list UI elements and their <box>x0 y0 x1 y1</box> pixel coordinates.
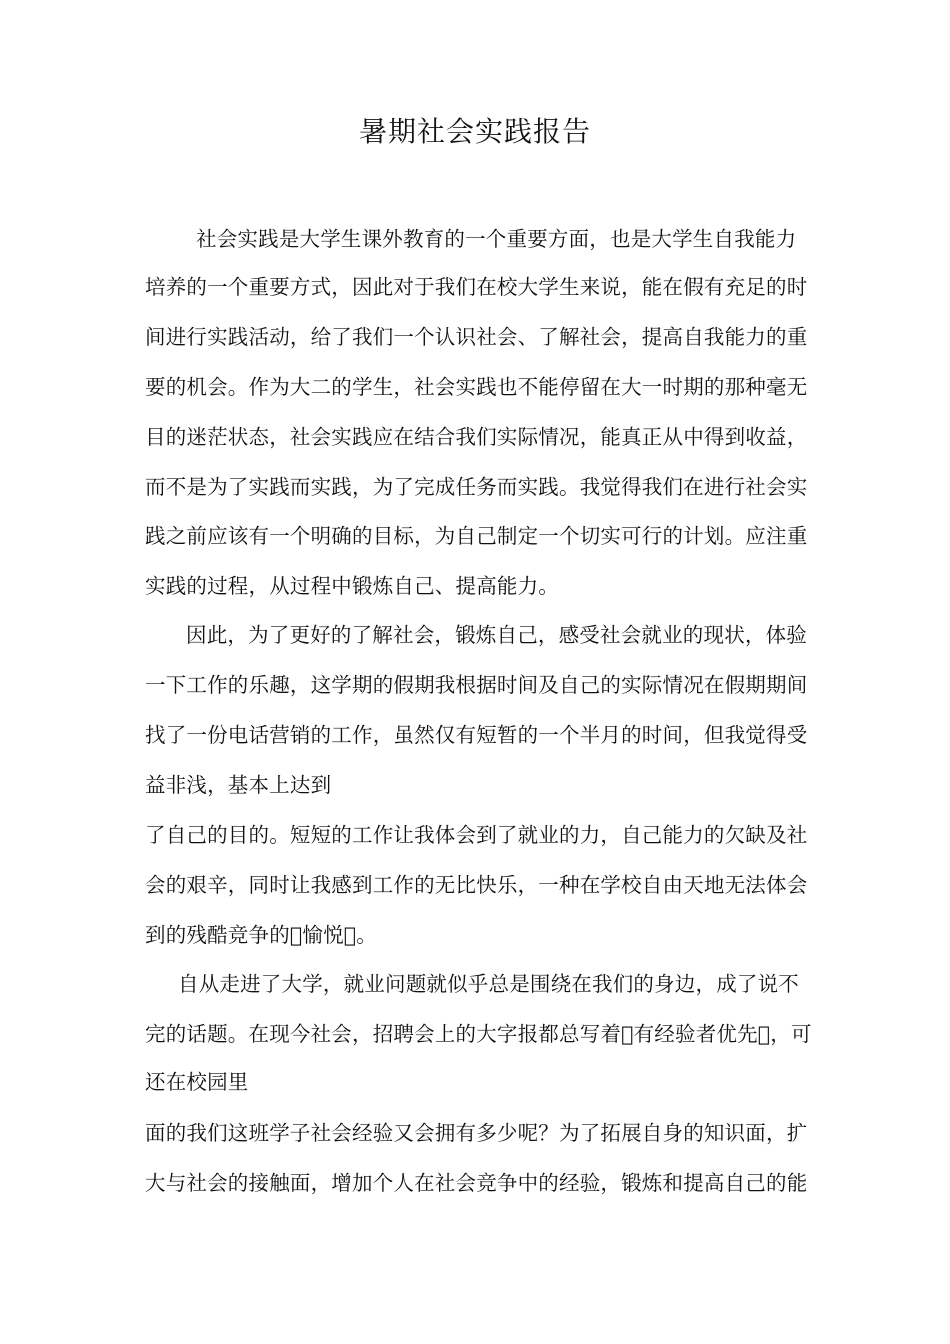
paragraph-line: 益非浅，基本上达到 <box>145 773 332 797</box>
paragraph-line: 大与社会的接触面，增加个人在社会竞争中的经验，锻炼和提高自己的能 <box>145 1171 808 1195</box>
paragraph-line: 实践的过程，从过程中锻炼自己、提高能力。 <box>145 574 559 598</box>
paragraph-line: 目的迷茫状态，社会实践应在结合我们实际情况，能真正从中得到收益， <box>145 425 808 449</box>
paragraph-line: 间进行实践活动，给了我们一个认识社会、了解社会，提高自我能力的重 <box>145 325 808 349</box>
paragraph-line: 面的我们这班学子社会经验又会拥有多少呢？为了拓展自身的知识面，扩 <box>145 1121 808 1145</box>
paragraph-line: 践之前应该有一个明确的目标，为自己制定一个切实可行的计划。应注重 <box>145 524 808 548</box>
document-title: 暑期社会实践报告 <box>358 115 591 148</box>
paragraph-line: 一下工作的乐趣，这学期的假期我根据时间及自己的实际情况在假期期间 <box>145 673 808 697</box>
paragraph-line: 会的艰辛，同时让我感到工作的无比快乐，一种在学校自由天地无法体会 <box>145 873 808 897</box>
paragraph-line: 而不是为了实践而实践，为了完成任务而实践。我觉得我们在进行社会实 <box>145 475 808 499</box>
paragraph-line: 到的残酷竞争的 愉悦 。 <box>145 923 378 947</box>
paragraph-line: 因此，为了更好的了解社会，锻炼自己，感受社会就业的现状，体验 <box>186 623 807 647</box>
paragraph-line: 要的机会。作为大二的学生，社会实践也不能停留在大一时期的那种毫无 <box>145 375 808 399</box>
paragraph-line: 找了一份电话营销的工作，虽然仅有短暂的一个半月的时间，但我觉得受 <box>145 723 808 747</box>
paragraph-line: 自从走进了大学，就业问题就似乎总是围绕在我们的身边，成了说不 <box>178 972 799 996</box>
paragraph-line: 完的话题。在现今社会，招聘会上的大字报都总写着 有经验者优先 ，可 <box>145 1022 812 1046</box>
paragraph-line: 还在校园里 <box>145 1070 249 1094</box>
paragraph-line: 培养的一个重要方式，因此对于我们在校大学生来说，能在假有充足的时 <box>145 275 808 299</box>
paragraph-line: 了自己的目的。短短的工作让我体会到了就业的力，自己能力的欠缺及社 <box>145 823 808 847</box>
paragraph-line: 社会实践是大学生课外教育的一个重要方面，也是大学生自我能力 <box>196 227 797 251</box>
